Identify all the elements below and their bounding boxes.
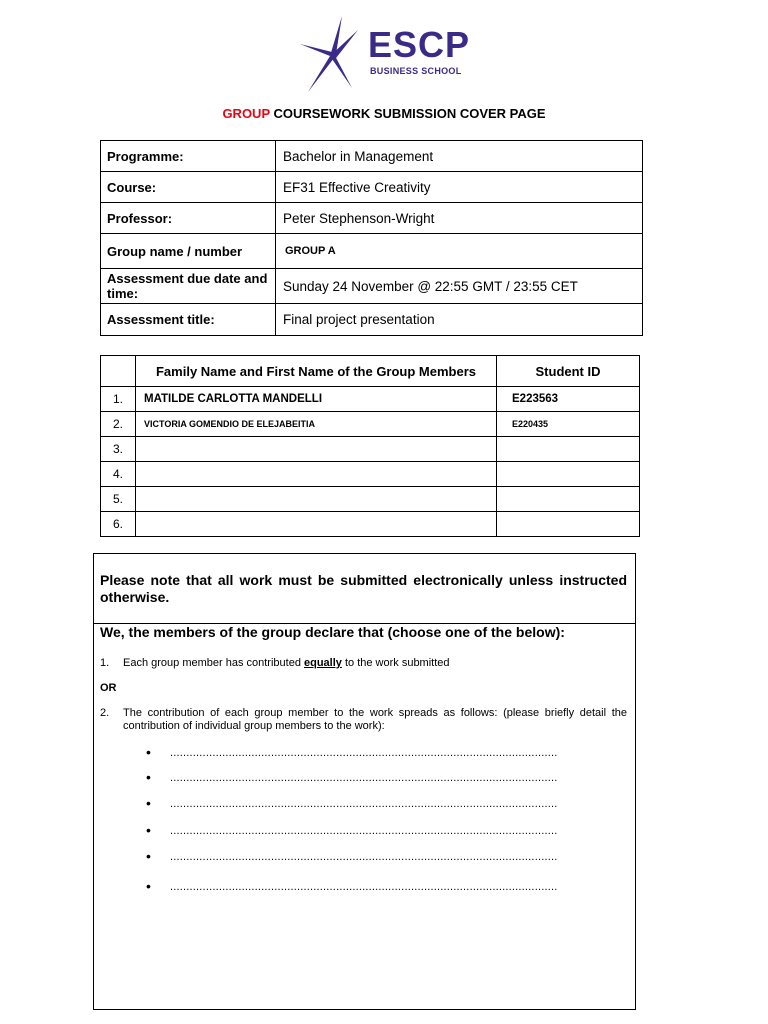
bullet-icon: • xyxy=(146,822,151,838)
row-number: 6. xyxy=(101,512,136,537)
professor-row xyxy=(101,203,643,234)
option-text xyxy=(123,657,450,669)
assessment-title-label: Assessment title: xyxy=(101,304,276,336)
members-header-id: Student ID xyxy=(497,356,640,387)
course-value: EF31 Effective Creativity xyxy=(276,172,643,203)
bullet-icon: • xyxy=(146,848,151,864)
table-row xyxy=(101,387,640,412)
table-row xyxy=(101,487,640,512)
dotted-line: ....................................................................................................................... xyxy=(170,851,558,863)
due-value: Sunday 24 November @ 22:55 GMT / 23:55 CET xyxy=(276,269,643,304)
logo-wordmark: ESCP xyxy=(368,24,471,65)
student-id: E223563 xyxy=(497,387,640,412)
declaration-box xyxy=(93,553,636,1010)
programme-value: Bachelor in Management xyxy=(276,141,643,172)
student-id xyxy=(497,487,640,512)
option-text-before: Each group member has contributed xyxy=(123,657,304,669)
professor-label: Professor: xyxy=(101,203,276,234)
row-number: 3. xyxy=(101,437,136,462)
option-detailed-contribution xyxy=(100,707,627,733)
option-text-after: to the work submitted xyxy=(341,657,450,669)
members-header-name: Family Name and First Name of the Group Members xyxy=(136,356,497,387)
due-row xyxy=(101,269,643,304)
submission-note: Please note that all work must be submitted electronically unless instructed otherwise. xyxy=(100,572,627,605)
table-row xyxy=(101,412,640,437)
student-id xyxy=(497,512,640,537)
bullet-icon: • xyxy=(146,744,151,760)
option-text: The contribution of each group member to the work spreads as follows: (please briefly detail the contribution of individual group members to the work): xyxy=(123,707,627,732)
programme-label: Programme: xyxy=(101,141,276,172)
page-title xyxy=(0,106,768,121)
student-id xyxy=(497,437,640,462)
course-row xyxy=(101,172,643,203)
group-members-table xyxy=(100,355,640,537)
option-number: 1. xyxy=(100,657,110,669)
bullet-icon: • xyxy=(146,795,151,811)
student-id: E220435 xyxy=(497,412,640,437)
option-text-emphasis: equally xyxy=(304,657,342,669)
title-accent: GROUP xyxy=(222,106,270,121)
members-header-row xyxy=(101,356,640,387)
row-number: 5. xyxy=(101,487,136,512)
assessment-title-value: Final project presentation xyxy=(276,304,643,336)
row-number: 4. xyxy=(101,462,136,487)
group-label: Group name / number xyxy=(101,234,276,269)
dotted-line: ....................................................................................................................... xyxy=(170,747,558,759)
table-row xyxy=(101,462,640,487)
table-row xyxy=(101,512,640,537)
programme-row xyxy=(101,141,643,172)
member-name: VICTORIA GOMENDIO DE ELEJABEITIA xyxy=(136,412,497,437)
members-header-num xyxy=(101,356,136,387)
group-value: GROUP A xyxy=(276,234,643,269)
dotted-line: ....................................................................................................................... xyxy=(170,825,558,837)
logo-subtext: BUSINESS SCHOOL xyxy=(370,66,462,76)
title-rest: COURSEWORK SUBMISSION COVER PAGE xyxy=(269,106,546,121)
member-name xyxy=(136,487,497,512)
course-label: Course: xyxy=(101,172,276,203)
professor-value: Peter Stephenson-Wright xyxy=(276,203,643,234)
member-name xyxy=(136,462,497,487)
course-info-table xyxy=(100,140,643,336)
or-separator: OR xyxy=(100,682,117,694)
declaration-heading: We, the members of the group declare that (choose one of the below): xyxy=(100,624,565,640)
due-label: Assessment due date and time: xyxy=(101,269,276,304)
member-name: MATILDE CARLOTTA MANDELLI xyxy=(136,387,497,412)
dotted-line: ....................................................................................................................... xyxy=(170,798,558,810)
escp-star-icon xyxy=(296,14,366,94)
escp-logo xyxy=(296,14,476,94)
assessment-title-row xyxy=(101,304,643,336)
table-row xyxy=(101,437,640,462)
group-row xyxy=(101,234,643,269)
row-number: 1. xyxy=(101,387,136,412)
member-name xyxy=(136,437,497,462)
dotted-line: ....................................................................................................................... xyxy=(170,772,558,784)
member-name xyxy=(136,512,497,537)
bullet-icon: • xyxy=(146,878,151,894)
option-number: 2. xyxy=(100,707,110,719)
dotted-line: ....................................................................................................................... xyxy=(170,881,558,893)
bullet-icon: • xyxy=(146,769,151,785)
row-number: 2. xyxy=(101,412,136,437)
student-id xyxy=(497,462,640,487)
